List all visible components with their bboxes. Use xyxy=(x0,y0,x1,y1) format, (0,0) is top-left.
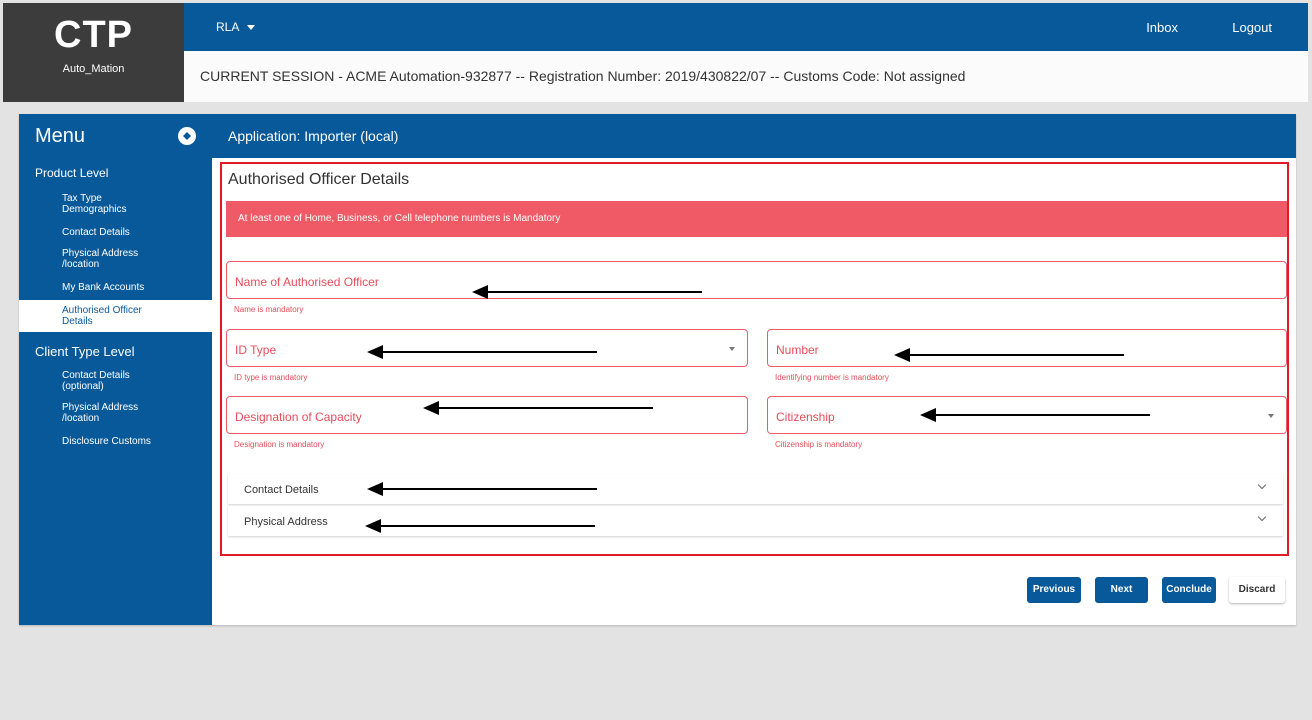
sidebar-item-my-bank-accounts[interactable]: My Bank Accounts xyxy=(62,282,145,293)
sidebar-item-client-contact-details[interactable]: Contact Details (optional) xyxy=(62,370,130,392)
annotation-arrow-icon xyxy=(367,525,595,527)
sidebar-item-disclosure-customs[interactable]: Disclosure Customs xyxy=(62,436,151,447)
number-input[interactable] xyxy=(767,329,1287,367)
mandatory-alert: At least one of Home, Business, or Cell telephone numbers is Mandatory xyxy=(226,201,1287,237)
next-button[interactable]: Next xyxy=(1095,577,1148,603)
chevron-down-icon xyxy=(1258,513,1266,521)
id-type-error: ID type is mandatory xyxy=(234,373,308,382)
sidebar-item-contact-details[interactable]: Contact Details xyxy=(62,227,130,238)
sidebar-item-physical-address[interactable]: Physical Address /location xyxy=(62,248,139,270)
physical-address-label: Physical Address xyxy=(244,516,328,528)
authorised-officer-form xyxy=(220,162,1289,556)
logo-title: CTP xyxy=(54,14,133,56)
annotation-arrow-icon xyxy=(474,291,702,293)
conclude-button[interactable]: Conclude xyxy=(1162,577,1216,603)
chevron-down-icon xyxy=(1258,481,1266,489)
app-menu-label: RLA xyxy=(216,20,240,34)
annotation-arrow-icon xyxy=(922,414,1150,416)
annotation-arrow-icon xyxy=(425,407,653,409)
logo-subtitle: Auto_Mation xyxy=(62,63,125,75)
app-menu-dropdown[interactable] xyxy=(216,20,255,34)
session-info: CURRENT SESSION - ACME Automation-932877 -- Registration Number: 2019/430822/07 -- Customs Code: Not assigned xyxy=(184,51,1308,102)
sidebar-item-client-physical-address[interactable]: Physical Address /location xyxy=(62,402,139,424)
designation-placeholder: Designation of Capacity xyxy=(235,410,362,424)
citizenship-error: Citizenship is mandatory xyxy=(775,440,863,449)
id-type-placeholder: ID Type xyxy=(235,343,277,357)
sidebar-item-tax-type-demographics[interactable]: Tax Type Demographics xyxy=(62,193,127,215)
number-error: Identifying number is mandatory xyxy=(775,373,889,382)
menu-title: Menu xyxy=(35,125,86,147)
inbox-link[interactable]: Inbox xyxy=(1146,20,1178,35)
main-panel xyxy=(19,114,1296,625)
sidebar-item-authorised-officer-details[interactable]: Authorised Officer Details xyxy=(19,300,212,332)
caret-down-icon xyxy=(247,25,255,30)
logout-link[interactable]: Logout xyxy=(1232,20,1272,35)
number-placeholder: Number xyxy=(776,343,819,357)
id-type-select[interactable] xyxy=(226,329,748,367)
contact-details-label: Contact Details xyxy=(244,484,319,496)
logo xyxy=(3,3,184,102)
annotation-arrow-icon xyxy=(369,351,597,353)
dropdown-arrow-icon xyxy=(729,347,735,351)
discard-button[interactable]: Discard xyxy=(1229,577,1285,603)
sidebar-section-product-level: Product Level xyxy=(35,166,109,180)
sidebar-section-client-type-level: Client Type Level xyxy=(35,344,135,359)
annotation-arrow-icon xyxy=(896,354,1124,356)
circle-arrow-icon[interactable] xyxy=(178,127,196,145)
application-header: Application: Importer (local) xyxy=(212,114,1296,158)
dropdown-arrow-icon xyxy=(1268,414,1274,418)
form-title: Authorised Officer Details xyxy=(228,171,410,188)
citizenship-placeholder: Citizenship xyxy=(776,410,835,424)
name-placeholder: Name of Authorised Officer xyxy=(235,275,379,289)
annotation-arrow-icon xyxy=(369,488,597,490)
name-error: Name is mandatory xyxy=(234,305,304,314)
physical-address-accordion[interactable] xyxy=(228,506,1283,536)
designation-error: Designation is mandatory xyxy=(234,440,325,449)
menu-header xyxy=(19,114,212,158)
name-of-authorised-officer-input[interactable] xyxy=(226,261,1287,299)
top-nav xyxy=(184,3,1308,51)
sidebar xyxy=(19,158,212,625)
previous-button[interactable]: Previous xyxy=(1027,577,1081,603)
designation-of-capacity-input[interactable] xyxy=(226,396,748,434)
